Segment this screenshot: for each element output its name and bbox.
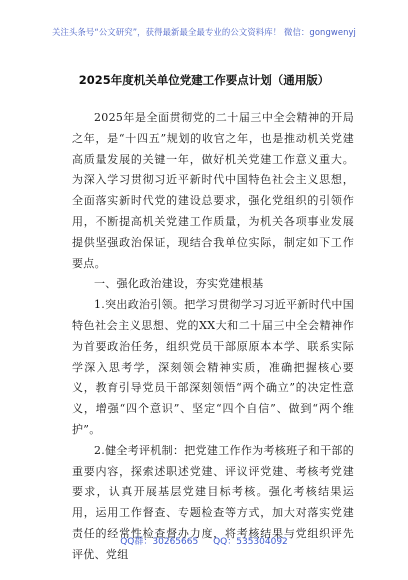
document-title: 2025年度机关单位党建工作要点计划（通用版） [78, 73, 330, 87]
footer-qq-number: QQ：535304092 [213, 537, 288, 547]
body-paragraph: 1.突出政治引领。把学习贯彻学习习近平新时代中国特色社会主义思想、党的XX大和二十届三中全会精神作为首要政治任务，组织党员干部原原本本学、联系实际学深入思考学，深刻领会精神实质，准确把握核心要义，教育引导党员干部深刻领悟“两个确立”的决定性意义，增强“四个意识”、坚定“四个自信”、做到“两个维护”。 [72, 298, 354, 436]
footer-qq-group: QQ群：30265665 [120, 537, 199, 547]
section-heading: 一、强化政治建设，夯实党建根基 [94, 277, 264, 291]
header-banner: 关注头条号“公文研究”，获得最新最全最专业的公文资料库！ 微信：gongwenyj [52, 27, 356, 37]
intro-paragraph: 2025年是全面贯彻党的二十届三中全会精神的开局之年，是“十四五”规划的收官之年，也是推动机关党建高质量发展的关键一年，做好机关党建工作意义重大。为深入学习贯彻习近平新时代中国特色社会主义思想，全面落实新时代党的建设总要求，强化党组织的引领作用，不断提高机关党建工作质量，为机关各项事业发展提供坚强政治保证，现结合我单位实际，制定如下工作要点。 [72, 111, 354, 270]
footer-contact [0, 534, 408, 547]
document-body [72, 108, 354, 566]
body-paragraph: 2.健全考评机制：把党建工作作为考核班子和干部的重要内容，探索述职述党建、评议评党建、考核考党建要求，认真开展基层党建目标考核。强化考核结果运用，运用工作督查、专题检查等方式，加大对落实党建责任的经常性检查督办力度，将考核结果与党组织评先评优、党组 [72, 443, 354, 561]
